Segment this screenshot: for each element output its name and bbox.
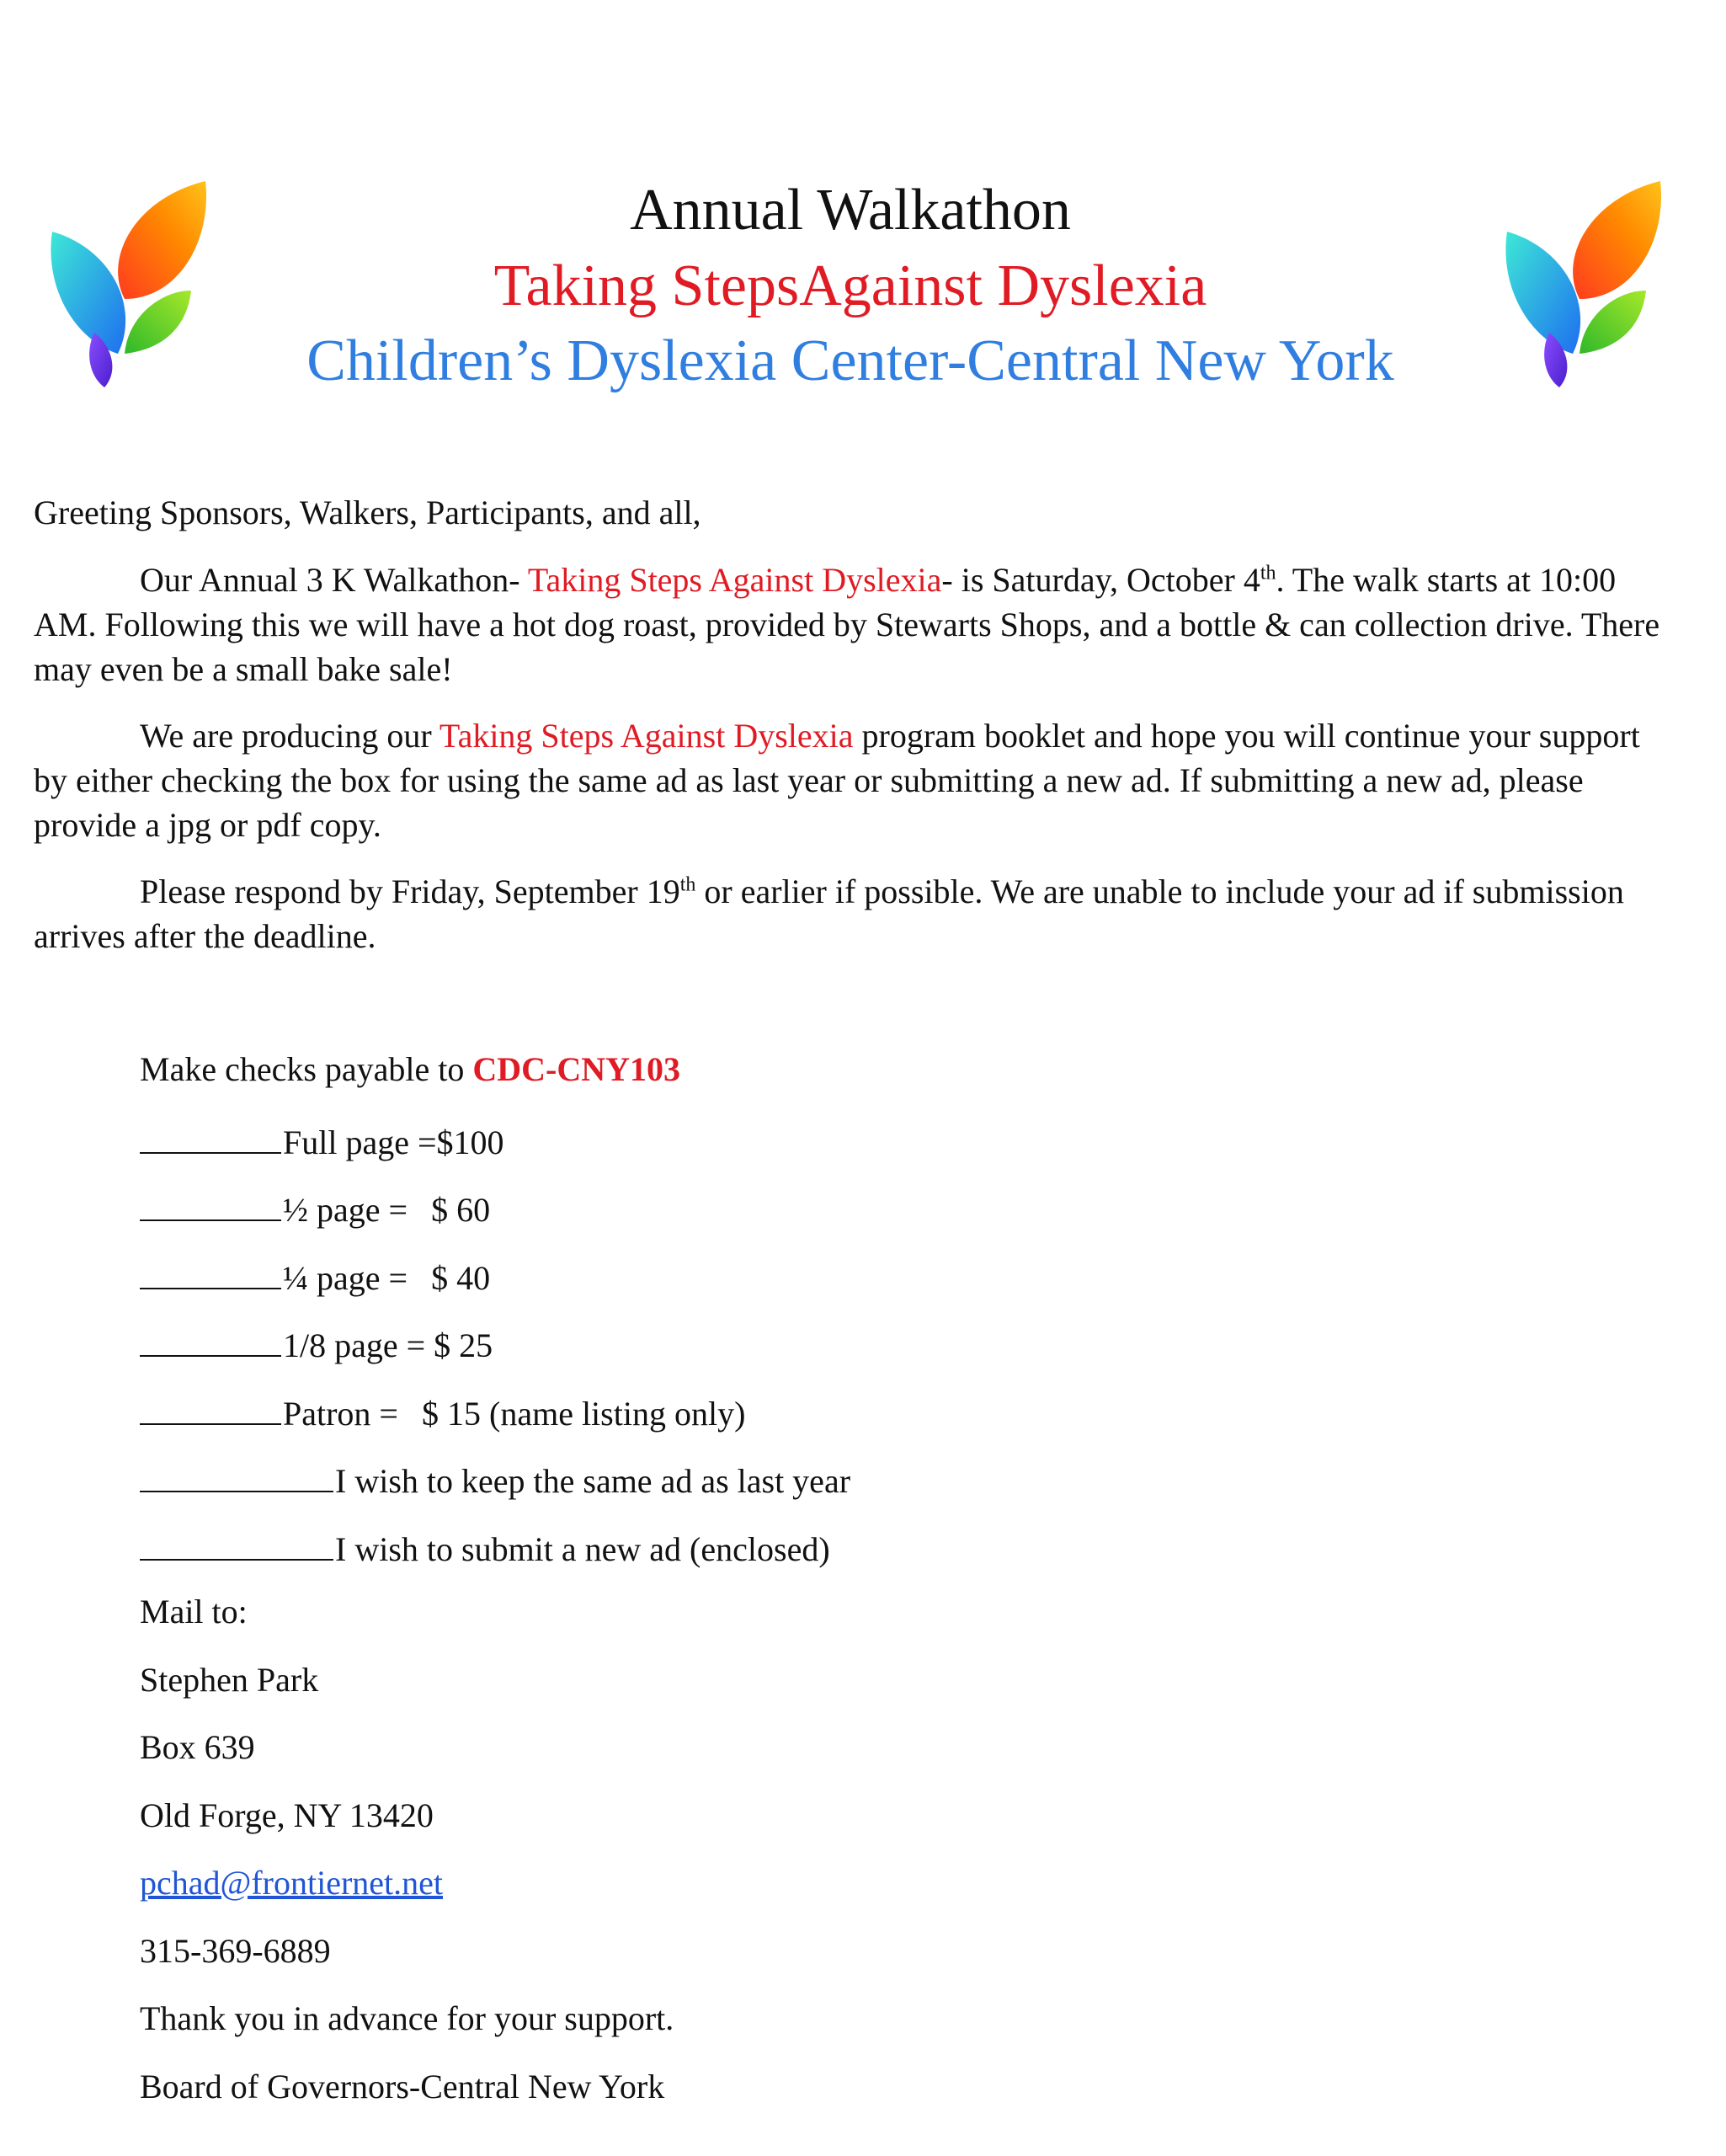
p2-event-name: Taking Steps Against Dyslexia [439,717,854,755]
paragraph-deadline [34,869,1680,958]
half-page-label: ½ page = [283,1191,408,1229]
quarter-page-blank[interactable] [140,1251,281,1289]
patron-label: Patron = [283,1394,398,1433]
keep-same-ad-blank[interactable] [140,1454,333,1492]
p3-superscript: th [679,873,696,896]
mail-name: Stephen Park [140,1660,319,1699]
email-link[interactable]: pchad@frontiernet.net [140,1864,444,1902]
full-page-label: Full page =$100 [283,1123,504,1161]
quarter-page-label: ¼ page = [283,1258,408,1297]
full-page-blank[interactable] [140,1115,281,1154]
option-full-page [140,1115,850,1183]
checks-label: Make checks payable to [140,1050,473,1088]
phone-number: 315-369-6889 [140,1931,331,1970]
option-quarter-page [140,1251,850,1319]
option-new-ad [140,1522,850,1590]
new-ad-label: I wish to submit a new ad (enclosed) [335,1529,830,1568]
paragraph-booklet [34,713,1680,847]
p3-text-a: Please respond by Friday, September 19 [140,873,680,910]
p1-text-c: . The walk starts at 10:00 AM. Following this we will have a hot dog roast, provided by Stewarts Shops, and a bottle & can collection drive. There may even be a small bake sale! [34,561,1660,688]
option-patron [140,1386,850,1454]
patron-price: $ 15 (name listing only) [422,1394,746,1433]
p1-text-a: Our Annual 3 K Walkathon- [140,561,528,599]
p1-text-b: - is Saturday, October 4 [941,561,1260,599]
eighth-page-label: 1/8 page = $ 25 [283,1326,493,1364]
greeting: Greeting Sponsors, Walkers, Participants, and all, [34,494,701,531]
thank-you-line: Thank you in advance for your support. [140,1999,674,2037]
event-subtitle: Taking StepsAgainst Dyslexia [493,253,1207,318]
new-ad-blank[interactable] [140,1522,333,1561]
letter-header [0,173,1726,398]
p2-text-a: We are producing our [140,717,439,755]
p1-superscript: th [1260,562,1276,584]
p2-text-b: program booklet and hope you will continue your support by either checking the box for using the same ad as last year or submitting a new ad. If submitting a new ad, please provide a jpg or pdf copy. [34,717,1640,844]
p3-text-b: or earlier if possible. We are unable to include your ad if submission arrives after the deadline. [34,873,1624,955]
half-page-blank[interactable] [140,1182,281,1221]
patron-blank[interactable] [140,1386,281,1425]
keep-same-ad-label: I wish to keep the same ad as last year [335,1462,851,1500]
paragraph-event-details [34,558,1680,691]
signature-line: Board of Governors-Central New York [140,2067,665,2105]
p1-event-name: Taking Steps Against Dyslexia [527,561,942,599]
checks-payable-line [140,1047,850,1115]
half-page-price: $ 60 [431,1191,491,1229]
option-keep-same-ad [140,1454,850,1522]
option-eighth-page [140,1318,850,1386]
mail-box: Box 639 [140,1728,255,1766]
eighth-page-blank[interactable] [140,1318,281,1357]
email-line [140,1860,850,1929]
ad-order-form [140,1047,850,2132]
quarter-page-price: $ 40 [431,1258,491,1297]
organization-name: Children’s Dyslexia Center-Central New York [306,328,1394,393]
mail-city: Old Forge, NY 13420 [140,1796,434,1834]
payee-name: CDC-CNY103 [472,1050,681,1088]
option-half-page [140,1182,850,1251]
mail-to-label: Mail to: [140,1593,248,1630]
event-title: Annual Walkathon [630,178,1071,243]
